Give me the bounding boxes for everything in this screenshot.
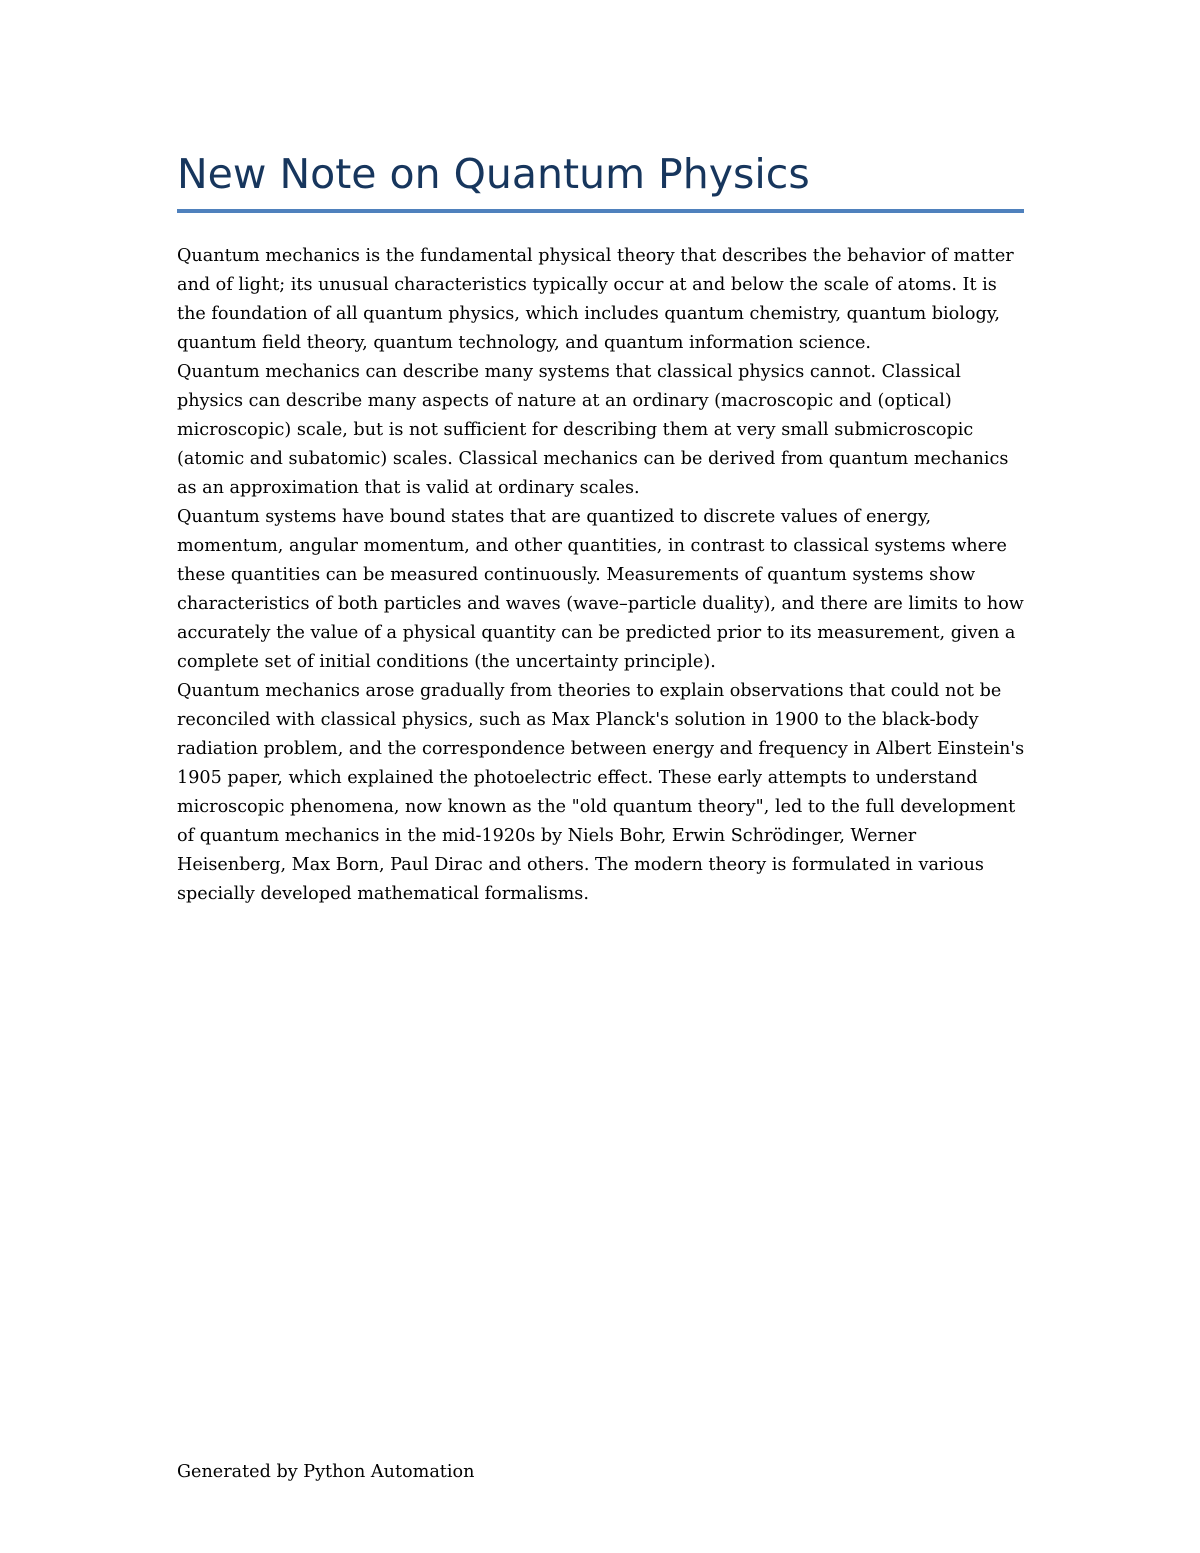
body-paragraph: Quantum mechanics arose gradually from theories to explain observations that could not be reconciled with classical physics, such as Max Planck's solution in 1900 to the black-body radiation problem, and the correspondence between energy and frequency in Albert Einstein's 1905 paper, which explained the photoelectric effect. These early attempts to understand microscopic phenomena, now known as the "old quantum theory", led to the full development of quantum mechanics in the mid-1920s by Niels Bohr, Erwin Schrödinger, Werner Heisenberg, Max Born, Paul Dirac and others. The modern theory is formulated in various specially developed mathematical formalisms. (177, 681, 1025, 904)
body-paragraph: Quantum systems have bound states that are quantized to discrete values of energy, momentum, angular momentum, and other quantities, in contrast to classical systems where these quantities can be measured continuously. Measurements of quantum systems show characteristics of both particles and waves (wave–particle duality), and there are limits to how accurately the value of a physical quantity can be predicted prior to its measurement, given a complete set of initial conditions (the uncertainty principle). (177, 507, 1024, 672)
document-footer: Generated by Python Automation (177, 1462, 475, 1482)
document-title: New Note on Quantum Physics (177, 150, 810, 198)
document-body (177, 242, 1027, 909)
title-underline-rule (177, 209, 1024, 213)
body-paragraph: Quantum mechanics is the fundamental physical theory that describes the behavior of matter and of light; its unusual characteristics typically occur at and below the scale of atoms. It is the foundation of all quantum physics, which includes quantum chemistry, quantum biology, quantum field theory, quantum technology, and quantum information science. (177, 246, 1014, 353)
body-paragraph: Quantum mechanics can describe many systems that classical physics cannot. Classical physics can describe many aspects of nature at an ordinary (macroscopic and (optical) microscopic) scale, but is not sufficient for describing them at very small submicroscopic (atomic and subatomic) scales. Classical mechanics can be derived from quantum mechanics as an approximation that is valid at ordinary scales. (177, 362, 1009, 498)
